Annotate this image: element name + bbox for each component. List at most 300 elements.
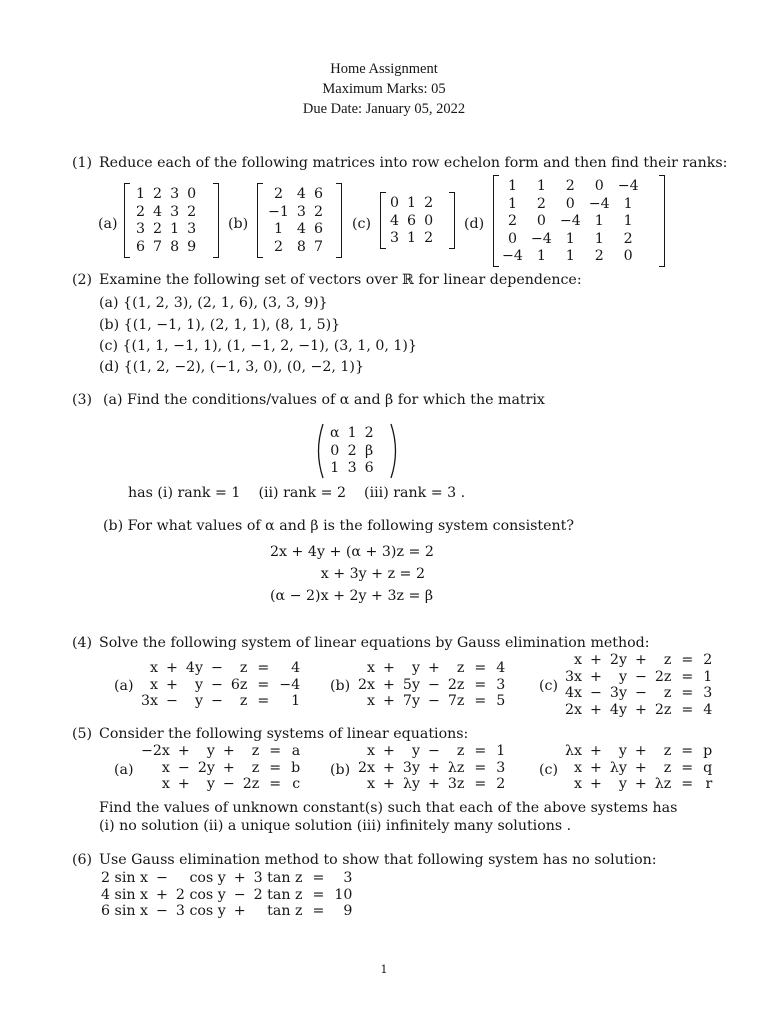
matrix-entry: 6	[407, 212, 417, 229]
assignment-title: Home Assignment	[330, 61, 438, 77]
q3-matrix-left-paren	[312, 422, 326, 480]
matrix-entry: 6	[313, 221, 323, 237]
equation-term: a	[291, 743, 301, 759]
equation-row-3	[138, 693, 303, 710]
matrix-entry: 7	[153, 238, 163, 255]
matrix-entry: 2	[273, 186, 283, 202]
q1-label: (1)	[72, 155, 93, 171]
equation-term: =	[474, 759, 487, 776]
equation-row-1	[98, 870, 355, 887]
equation-row-3	[138, 776, 303, 793]
q1-part-d-label: (d)	[464, 216, 485, 232]
equation-term: x	[150, 676, 159, 693]
matrix-entry: −4	[530, 230, 552, 247]
equation-term: −	[634, 668, 647, 685]
equation-term: +	[634, 652, 647, 668]
equation-row-1	[355, 743, 508, 760]
q3a-text: (a) Find the conditions/values of α and β for which the matrix	[103, 392, 545, 408]
equation-term: z	[239, 693, 248, 710]
equation-term: +	[427, 759, 440, 776]
q4-part-c-label: (c)	[539, 678, 559, 694]
equation-row-2	[562, 760, 715, 777]
matrix-entry: 1	[507, 195, 517, 212]
matrix-entry: 1	[536, 178, 546, 194]
matrix-entry: 0	[330, 442, 340, 459]
matrix-row-1	[132, 186, 200, 204]
matrix-entry: 2	[424, 230, 434, 246]
matrix-entry: 3	[136, 221, 146, 237]
equation-term: −	[427, 693, 440, 710]
matrix-entry: −4	[559, 213, 581, 229]
q4-part-a-label: (a)	[114, 678, 134, 694]
equation-term: λy	[402, 776, 420, 793]
equation-term: =	[681, 685, 694, 702]
equation-term: =	[474, 776, 487, 793]
matrix-entry: 3	[170, 203, 180, 220]
equation-term: 2y	[197, 759, 215, 776]
equation-term: −	[156, 870, 168, 886]
matrix-d-right-bracket	[659, 175, 665, 267]
q5-text: Consider the following systems of linear equations:	[99, 726, 469, 742]
equation-term: y	[194, 676, 203, 693]
equation-row-3	[355, 693, 508, 710]
matrix-entry: 1	[347, 425, 357, 441]
equation-term: y	[618, 776, 627, 793]
matrix-entry: 8	[170, 238, 180, 255]
equation-term: 6 sin x	[101, 903, 149, 920]
matrix-row-1	[498, 178, 643, 196]
matrix-entry: 2	[313, 203, 323, 220]
equation-term: =	[474, 660, 487, 676]
equation-term: 4	[291, 660, 301, 676]
q3-system-eq1: 2x + 4y + (α + 3)z = 2	[270, 544, 434, 560]
matrix-entry: 1	[330, 460, 340, 476]
matrix-entry: 1	[565, 248, 575, 264]
equation-term: y	[206, 776, 215, 793]
matrix-entry: 2	[507, 213, 517, 229]
equation-term: x	[573, 776, 582, 793]
matrix-row-4	[264, 239, 327, 257]
matrix-entry: 2	[347, 442, 357, 459]
equation-term: =	[257, 693, 270, 710]
matrix-row-2	[386, 213, 437, 231]
equation-term: y	[411, 743, 420, 759]
equation-term: +	[590, 776, 602, 793]
matrix-entry: 3	[187, 221, 197, 237]
q1-text: Reduce each of the following matrices into row echelon form and then find their ranks:	[99, 155, 728, 171]
equation-term: −	[156, 903, 168, 920]
matrix-row-3	[264, 221, 327, 239]
equation-term: c	[292, 776, 301, 793]
equation-term: 2	[496, 776, 506, 793]
equation-row-2	[138, 760, 303, 777]
equation-term: λx	[565, 743, 582, 759]
equation-term: y	[194, 693, 203, 710]
matrix-row-1	[386, 195, 437, 213]
matrix-entry: 3	[170, 186, 180, 202]
q4-system-a	[138, 660, 303, 710]
equation-term: λz	[447, 759, 465, 776]
equation-term: y	[206, 743, 215, 759]
equation-term: +	[222, 759, 235, 776]
matrix-entry: −4	[588, 195, 610, 212]
equation-term: y	[618, 743, 627, 759]
equation-term: +	[177, 776, 190, 793]
q5-part-b-label: (b)	[330, 762, 351, 778]
equation-term: =	[257, 660, 270, 676]
equation-term: z	[251, 759, 260, 776]
equation-term: 5	[496, 693, 506, 710]
equation-term: =	[681, 668, 694, 685]
q3-system-eq2: x + 3y + z = 2	[320, 566, 425, 582]
matrix-row-3	[326, 460, 378, 478]
q3-matrix	[326, 425, 378, 478]
matrix-entry: 3	[296, 203, 306, 220]
equation-term: λy	[609, 759, 627, 776]
equation-term: 3 cos y	[175, 903, 226, 920]
equation-term: 7z	[447, 693, 465, 710]
matrix-entry: 0	[390, 195, 400, 211]
equation-row-4	[562, 702, 715, 719]
matrix-entry: 0	[187, 186, 197, 202]
equation-term: 1	[291, 693, 301, 710]
equation-row-2	[98, 887, 355, 904]
equation-term: 6z	[230, 676, 248, 693]
equation-term: =	[257, 676, 270, 693]
matrix-entry: 1	[594, 230, 604, 247]
matrix-row-5	[498, 248, 643, 266]
matrix-entry: 7	[313, 238, 323, 255]
equation-term: =	[474, 743, 487, 759]
equation-term: −	[427, 743, 440, 759]
q3-rank-text: has (i) rank = 1 (ii) rank = 2 (iii) rank = 3 .	[128, 485, 466, 501]
matrix-entry: 4	[296, 186, 306, 202]
equation-term: +	[383, 693, 395, 710]
equation-term: −	[634, 685, 647, 702]
matrix-entry: 2	[623, 230, 633, 247]
q5-system-a	[138, 743, 303, 793]
equation-term: +	[222, 743, 235, 759]
matrix-entry: 1	[623, 195, 633, 212]
q2-text: Examine the following set of vectors over ℝ for linear dependence:	[99, 272, 582, 288]
q5-system-c	[562, 743, 715, 793]
q5-part-c-label: (c)	[539, 762, 559, 778]
matrix-entry: 9	[187, 238, 197, 255]
equation-term: +	[233, 870, 246, 886]
equation-term: λz	[654, 776, 672, 793]
equation-term: =	[269, 759, 282, 776]
matrix-entry: 6	[364, 460, 374, 476]
equation-term: +	[590, 652, 602, 668]
equation-term: =	[312, 903, 325, 920]
maximum-marks: Maximum Marks: 05	[322, 81, 446, 97]
q4-part-b-label: (b)	[330, 678, 351, 694]
equation-term: +	[177, 743, 190, 759]
q2-item-c: (c) {(1, 1, −1, 1), (1, −1, 2, −1), (3, 1, 0, 1)}	[99, 338, 417, 354]
due-date: Due Date: January 05, 2022	[302, 101, 466, 117]
equation-term: 4x	[565, 685, 583, 702]
matrix-a	[132, 186, 200, 256]
equation-term: 5y	[402, 676, 420, 693]
matrix-a-right-bracket	[213, 183, 219, 258]
matrix-entry: 1	[623, 213, 633, 229]
q1-part-b-label: (b)	[228, 216, 249, 232]
matrix-entry: 4	[153, 203, 163, 220]
equation-term: 2x	[358, 676, 376, 693]
matrix-entry: 2	[594, 248, 604, 264]
matrix-entry: 1	[407, 195, 417, 211]
equation-row-1	[562, 652, 715, 669]
equation-row-2	[355, 760, 508, 777]
equation-term: 9	[343, 903, 353, 920]
matrix-row-2	[264, 204, 327, 222]
equation-term: =	[681, 652, 694, 668]
matrix-entry: 4	[390, 212, 400, 229]
equation-term: +	[590, 668, 602, 685]
equation-term: 3	[496, 759, 506, 776]
equation-term: x	[574, 652, 583, 668]
matrix-entry: 0	[623, 248, 633, 264]
equation-term: z	[663, 759, 672, 776]
matrix-entry: 1	[170, 221, 180, 237]
matrix-entry: −1	[268, 203, 289, 220]
q5-part-a-label: (a)	[114, 762, 134, 778]
equation-term: +	[590, 743, 602, 759]
matrix-row-4	[498, 231, 643, 249]
matrix-entry: 1	[507, 178, 517, 194]
equation-term: 3y	[402, 759, 420, 776]
q3b-text: (b) For what values of α and β is the following system consistent?	[103, 518, 574, 534]
equation-term: 2 tan z	[253, 886, 303, 903]
matrix-d	[498, 178, 643, 266]
matrix-row-3	[132, 221, 200, 239]
matrix-entry: 0	[424, 212, 434, 229]
matrix-entry: 0	[536, 213, 546, 229]
matrix-entry: 1	[594, 213, 604, 229]
equation-term: −2x	[141, 743, 170, 759]
matrix-entry: 2	[136, 203, 146, 220]
equation-row-3	[562, 685, 715, 702]
equation-term: z	[663, 652, 672, 668]
equation-term: p	[703, 743, 713, 759]
equation-term: 4	[703, 702, 713, 719]
equation-term: 2z	[447, 676, 465, 693]
matrix-entry: α	[330, 425, 340, 441]
equation-term: z	[251, 743, 260, 759]
equation-row-2	[562, 669, 715, 686]
equation-term: 3x	[565, 668, 583, 685]
equation-term: 1	[703, 668, 713, 685]
equation-term: =	[474, 676, 487, 693]
equation-term: 3	[343, 870, 353, 886]
matrix-entry: 2	[153, 221, 163, 237]
matrix-row-3	[386, 230, 437, 248]
equation-term: 3	[496, 676, 506, 693]
q2-item-b: (b) {(1, −1, 1), (2, 1, 1), (8, 1, 5)}	[99, 317, 341, 333]
matrix-entry: 3	[347, 460, 357, 476]
equation-term: −4	[279, 676, 301, 693]
equation-term: −	[233, 886, 246, 903]
equation-term: +	[634, 759, 647, 776]
equation-term: 4	[496, 660, 506, 676]
equation-term: =	[474, 693, 487, 710]
q2-label: (2)	[72, 272, 93, 288]
equation-term: 2z	[654, 702, 672, 719]
equation-term: +	[383, 660, 395, 676]
equation-term: 2x	[565, 702, 583, 719]
q6-label: (6)	[72, 852, 93, 868]
matrix-entry: −4	[502, 248, 523, 264]
q4-system-b	[355, 660, 508, 710]
equation-row-1	[138, 660, 303, 677]
equation-term: y	[411, 660, 420, 676]
matrix-row-1	[264, 186, 327, 204]
matrix-entry: β	[365, 442, 374, 459]
equation-term: +	[383, 776, 395, 793]
equation-term: y	[618, 668, 627, 685]
matrix-entry: 2	[364, 425, 374, 441]
equation-term: x	[367, 776, 376, 793]
equation-term: +	[156, 886, 168, 903]
matrix-entry: 1	[273, 221, 283, 237]
equation-term: +	[233, 903, 246, 920]
equation-term: x	[573, 759, 582, 776]
matrix-entry: 0	[565, 195, 575, 212]
equation-term: =	[681, 743, 694, 759]
q5-after-line-2: (i) no solution (ii) a unique solution (iii) infinitely many solutions .	[99, 818, 572, 834]
equation-term: =	[681, 702, 694, 719]
equation-term: +	[166, 676, 178, 693]
matrix-b-left-bracket	[257, 183, 263, 258]
equation-term: +	[383, 676, 395, 693]
matrix-entry: 8	[296, 238, 306, 255]
q1-part-a-label: (a)	[98, 216, 118, 232]
matrix-b-right-bracket	[336, 183, 342, 258]
page-number: 1	[380, 963, 388, 976]
equation-term: x	[161, 776, 170, 793]
equation-term: −	[210, 693, 223, 710]
equation-row-3	[562, 776, 715, 793]
equation-term: +	[383, 759, 395, 776]
equation-term: −	[166, 693, 178, 710]
matrix-entry: −4	[617, 178, 639, 194]
matrix-entry: 0	[594, 178, 604, 194]
equation-term: x	[367, 660, 376, 676]
equation-row-1	[138, 743, 303, 760]
matrix-entry: 1	[136, 186, 146, 202]
equation-row-2	[138, 677, 303, 694]
matrix-row-2	[498, 196, 643, 214]
matrix-c-right-bracket	[449, 192, 455, 249]
equation-term: 3	[703, 685, 713, 702]
equation-term: 3y	[609, 685, 627, 702]
matrix-entry: 2	[424, 195, 434, 211]
equation-term: =	[312, 870, 325, 886]
matrix-b	[264, 186, 327, 256]
matrix-a-left-bracket	[124, 183, 130, 258]
equation-term: x	[367, 693, 376, 710]
equation-term: +	[634, 743, 647, 759]
equation-term: =	[681, 776, 694, 793]
q6-system	[98, 870, 355, 920]
equation-term: z	[456, 660, 465, 676]
equation-term: 4 sin x	[101, 886, 149, 903]
matrix-entry: 3	[390, 230, 400, 246]
matrix-entry: 1	[536, 248, 546, 264]
equation-term: r	[705, 776, 713, 793]
equation-term: 2z	[242, 776, 260, 793]
matrix-c	[386, 195, 437, 248]
equation-term: z	[239, 660, 248, 676]
matrix-row-3	[498, 213, 643, 231]
matrix-entry: 1	[407, 230, 417, 246]
equation-term: =	[269, 776, 282, 793]
equation-term: +	[383, 743, 395, 759]
equation-term: q	[703, 759, 713, 776]
equation-term: 2x	[358, 759, 376, 776]
q3-matrix-right-paren	[388, 422, 402, 480]
equation-row-2	[355, 677, 508, 694]
matrix-row-4	[132, 239, 200, 257]
equation-term: =	[681, 759, 694, 776]
equation-term: 3 tan z	[253, 870, 303, 886]
q1-part-c-label: (c)	[352, 216, 372, 232]
q2-item-a: (a) {(1, 2, 3), (2, 1, 6), (3, 3, 9)}	[99, 295, 328, 311]
equation-term: +	[590, 702, 602, 719]
q6-text: Use Gauss elimination method to show that following system has no solution:	[99, 852, 657, 868]
equation-term: 4y	[609, 702, 627, 719]
matrix-entry: 0	[507, 230, 517, 247]
equation-term: x	[150, 660, 159, 676]
equation-term: −	[427, 676, 440, 693]
matrix-row-2	[326, 443, 378, 461]
equation-term: 3z	[447, 776, 465, 793]
q4-label: (4)	[72, 635, 93, 651]
matrix-entry: 2	[536, 195, 546, 212]
equation-term: cos y	[189, 870, 226, 886]
equation-term: b	[291, 759, 301, 776]
equation-term: =	[269, 743, 282, 759]
q4-system-c	[562, 652, 715, 719]
equation-term: −	[222, 776, 235, 793]
equation-term: −	[210, 660, 223, 676]
equation-term: tan z	[267, 903, 303, 920]
equation-term: +	[427, 776, 440, 793]
equation-term: 3x	[141, 693, 159, 710]
equation-term: −	[177, 759, 190, 776]
equation-term: z	[456, 743, 465, 759]
equation-term: 2 cos y	[175, 886, 226, 903]
matrix-row-1	[326, 425, 378, 443]
equation-term: 2y	[609, 652, 627, 668]
q3-label: (3)	[72, 392, 93, 408]
equation-term: 1	[496, 743, 506, 759]
matrix-entry: 1	[565, 230, 575, 247]
equation-row-1	[562, 743, 715, 760]
equation-row-3	[98, 903, 355, 920]
equation-term: z	[663, 743, 672, 759]
q2-item-d: (d) {(1, 2, −2), (−1, 3, 0), (0, −2, 1)}	[99, 359, 364, 375]
equation-term: 4y	[185, 660, 203, 676]
equation-row-1	[355, 660, 508, 677]
equation-term: 7y	[402, 693, 420, 710]
q5-system-b	[355, 743, 508, 793]
q4-text: Solve the following system of linear equations by Gauss elimination method:	[99, 635, 650, 651]
matrix-entry: 6	[136, 238, 146, 255]
matrix-entry: 2	[153, 186, 163, 202]
equation-term: x	[367, 743, 376, 759]
matrix-row-2	[132, 204, 200, 222]
